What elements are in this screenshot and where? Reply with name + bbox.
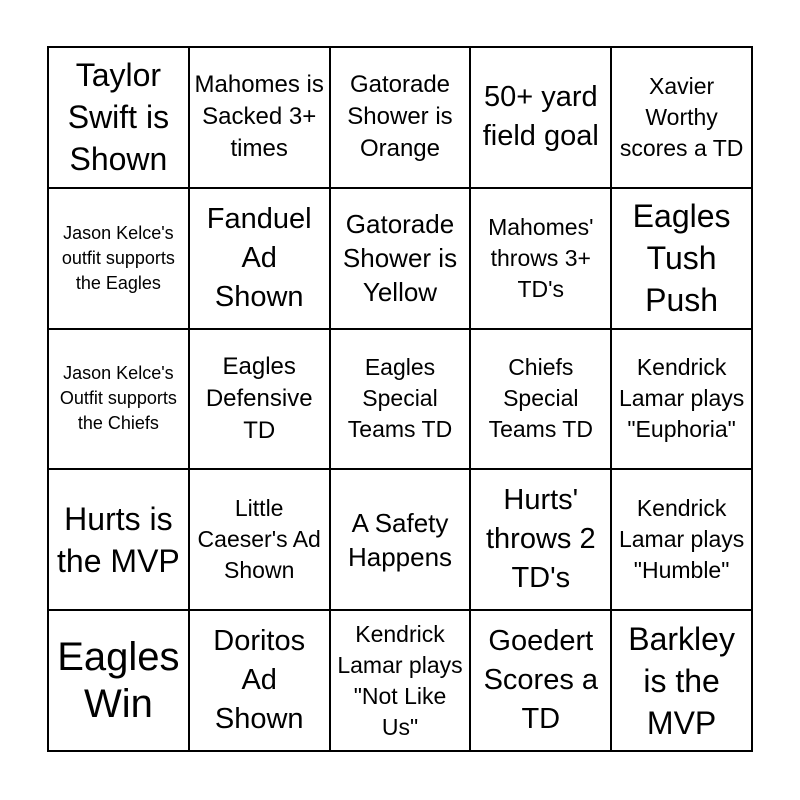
bingo-cell-r5-c3[interactable] bbox=[330, 610, 471, 751]
bingo-cell-text: Eagles Tush Push bbox=[632, 198, 731, 319]
bingo-cell-r1-c4[interactable] bbox=[470, 47, 611, 188]
bingo-cell-r4-c3[interactable] bbox=[330, 469, 471, 610]
bingo-cell-r1-c1[interactable] bbox=[48, 47, 189, 188]
bingo-cell-r1-c5[interactable] bbox=[611, 47, 752, 188]
bingo-cell-r4-c1[interactable] bbox=[48, 469, 189, 610]
bingo-board bbox=[47, 46, 753, 752]
bingo-cell-text: Xavier Worthy scores a TD bbox=[619, 72, 744, 161]
bingo-cell-r3-c5[interactable] bbox=[611, 329, 752, 470]
bingo-cell-r4-c4[interactable] bbox=[470, 469, 611, 610]
bingo-cell-text: Eagles Win bbox=[57, 634, 180, 726]
bingo-cell-r2-c5[interactable] bbox=[611, 188, 752, 329]
bingo-cell-text: Barkley is the MVP bbox=[628, 620, 735, 741]
bingo-cell-text: Doritos Ad Shown bbox=[213, 625, 306, 736]
bingo-cell-r1-c2[interactable] bbox=[189, 47, 330, 188]
bingo-cell-r5-c5[interactable] bbox=[611, 610, 752, 751]
bingo-cell-text: Gatorade Shower is Yellow bbox=[342, 209, 458, 308]
bingo-cell-text: Mahomes is Sacked 3+ times bbox=[194, 71, 324, 163]
bingo-cell-r5-c2[interactable] bbox=[189, 610, 330, 751]
bingo-cell-text: A Safety Happens bbox=[347, 507, 453, 572]
bingo-cell-text: Gatorade Shower is Orange bbox=[347, 71, 453, 163]
bingo-cell-text: Little Caeser's Ad Shown bbox=[197, 495, 321, 584]
bingo-cell-r1-c3[interactable] bbox=[330, 47, 471, 188]
bingo-cell-r2-c1[interactable] bbox=[48, 188, 189, 329]
bingo-cell-text: Kendrick Lamar plays "Euphoria" bbox=[618, 354, 745, 443]
bingo-cell-r3-c1[interactable] bbox=[48, 329, 189, 470]
bingo-cell-r5-c4[interactable] bbox=[470, 610, 611, 751]
bingo-cell-text: Hurts is the MVP bbox=[57, 500, 180, 579]
bingo-cell-text: 50+ yard field goal bbox=[482, 81, 599, 153]
bingo-cell-r3-c2[interactable] bbox=[189, 329, 330, 470]
bingo-cell-text: Goedert Scores a TD bbox=[483, 625, 599, 736]
bingo-cell-r2-c2[interactable] bbox=[189, 188, 330, 329]
bingo-cell-r4-c2[interactable] bbox=[189, 469, 330, 610]
bingo-cell-r2-c3[interactable] bbox=[330, 188, 471, 329]
bingo-cell-r3-c4[interactable] bbox=[470, 329, 611, 470]
bingo-cell-text: Mahomes' throws 3+ TD's bbox=[488, 213, 594, 302]
bingo-cell-text: Hurts' throws 2 TD's bbox=[485, 484, 596, 595]
bingo-cell-r3-c3[interactable] bbox=[330, 329, 471, 470]
bingo-cell-text: Jason Kelce's outfit supports the Eagles bbox=[61, 222, 175, 293]
bingo-cell-text: Taylor Swift is Shown bbox=[67, 57, 170, 178]
bingo-cell-text: Eagles Defensive TD bbox=[205, 352, 313, 444]
bingo-cell-r4-c5[interactable] bbox=[611, 469, 752, 610]
bingo-cell-text: Eagles Special Teams TD bbox=[347, 354, 453, 443]
bingo-cell-text: Jason Kelce's Outfit supports the Chiefs bbox=[59, 363, 177, 434]
bingo-cell-r2-c4[interactable] bbox=[470, 188, 611, 329]
bingo-cell-text: Chiefs Special Teams TD bbox=[488, 354, 593, 443]
bingo-cell-text: Kendrick Lamar plays "Humble" bbox=[618, 495, 745, 584]
bingo-cell-text: Fanduel Ad Shown bbox=[206, 202, 312, 313]
bingo-cell-text: Kendrick Lamar plays "Not Like Us" bbox=[337, 620, 463, 740]
bingo-cell-r5-c1[interactable] bbox=[48, 610, 189, 751]
